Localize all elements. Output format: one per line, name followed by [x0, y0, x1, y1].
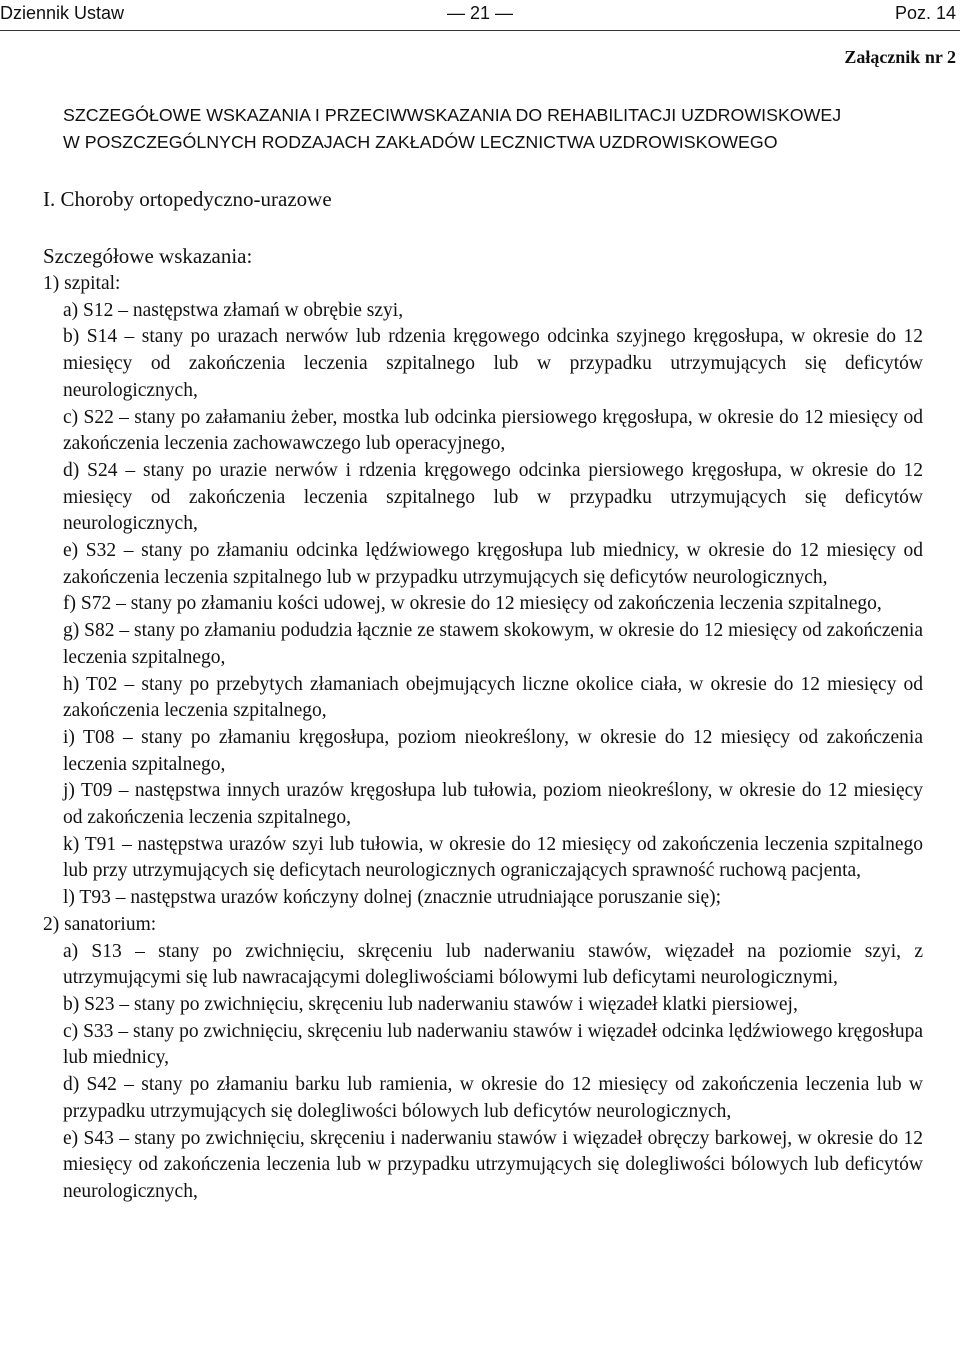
document-body [43, 242, 923, 1206]
list-item: i) T08 – stany po złamaniu kręgosłupa, poziom nieokreślony, w okresie do 12 miesięcy od zakończenia leczenia szpitalnego, [63, 726, 923, 775]
page-number: — 21 — [446, 3, 514, 23]
category-hospital-label: 1) szpital: [43, 273, 121, 294]
section-title: I. Choroby ortopedyczno-urazowe [43, 187, 332, 211]
list-item: c) S22 – stany po załamaniu żeber, mostka lub odcinka piersiowego kręgosłupa, w okresie do 12 miesięcy od zakończenia leczenia zachowawczego lub operacyjnego, [63, 406, 923, 455]
list-item: d) S24 – stany po urazie nerwów i rdzenia kręgowego odcinka piersiowego kręgosłupa, w okresie do 12 miesięcy od zakończenia leczenia szpitalnego lub w przypadku utrzymujących się deficytów neurologicznych, [63, 459, 923, 535]
list-item: h) T02 – stany po przebytych złamaniach obejmujących liczne okolice ciała, w okresie do 12 miesięcy od zakończenia leczenia szpitalnego, [63, 673, 923, 722]
page-header [0, 0, 960, 31]
list-item: b) S23 – stany po zwichnięciu, skręceniu lub naderwaniu stawów i więzadeł klatki piersiowej, [63, 993, 798, 1015]
list-item: l) T93 – następstwa urazów kończyny dolnej (znacznie utrudniające poruszanie się); [63, 887, 722, 909]
list-item: d) S42 – stany po złamaniu barku lub ramienia, w okresie do 12 miesięcy od zakończenia leczenia lub w przypadku utrzymujących się dolegliwości bólowych lub deficytów neurologicznych, [63, 1074, 923, 1122]
list-item: a) S13 – stany po zwichnięciu, skręceniu lub naderwaniu stawów, więzadeł na poziomie szyi, z utrzymującymi się lub nawracającymi dolegliwościami bólowymi lub deficytami neurologicznymi, [63, 940, 923, 989]
category-sanatorium-list [43, 939, 923, 1206]
list-item: f) S72 – stany po złamaniu kości udowej, w okresie do 12 miesięcy od zakończenia leczenia szpitalnego, [63, 593, 882, 615]
position-number: Poz. 14 [894, 3, 956, 23]
list-item: k) T91 – następstwa urazów szyi lub tułowia, w okresie do 12 miesięcy od zakończenia leczenia szpitalnego lub przy utrzymujących się deficytach neurologicznych ograniczających sprawność ruchową pacjenta, [63, 833, 923, 882]
document-title-line-2: W POSZCZEGÓLNYCH RODZAJACH ZAKŁADÓW LECZNICTWA UZDROWISKOWEGO [63, 132, 778, 152]
list-item: a) S12 – następstwa złamań w obrębie szyi, [63, 299, 404, 321]
list-item: e) S43 – stany po zwichnięciu, skręceniu i naderwaniu stawów i więzadeł obręczy barkowej, w okresie do 12 miesięcy od zakończenia leczenia lub w przypadku utrzymujących się dolegliwości bólowych lub deficytów neurologicznych, [63, 1127, 923, 1202]
category-hospital-list [43, 298, 923, 912]
annex-label: Załącznik nr 2 [844, 47, 956, 67]
document-title-line-1: SZCZEGÓŁOWE WSKAZANIA I PRZECIWWSKAZANIA DO REHABILITACJI UZDROWISKOWEJ [63, 105, 842, 125]
list-item: g) S82 – stany po złamaniu podudzia łącznie ze stawem skokowym, w okresie do 12 miesięcy od zakończenia leczenia szpitalnego, [63, 620, 923, 668]
list-item: j) T09 – następstwa innych urazów kręgosłupa lub tułowia, poziom nieokreślony, w okresie do 12 miesięcy od zakończenia leczenia szpitalnego, [63, 780, 923, 829]
detailed-indications-heading: Szczegółowe wskazania: [43, 244, 253, 268]
document-title [63, 102, 943, 156]
list-item: b) S14 – stany po urazach nerwów lub rdzenia kręgowego odcinka szyjnego kręgosłupa, w okresie do 12 miesięcy od zakończenia leczenia szpitalnego lub w przypadku utrzymujących się deficytów neurologicznych, [63, 326, 923, 401]
list-item: c) S33 – stany po zwichnięciu, skręceniu lub naderwaniu stawów i więzadeł odcinka lędźwiowego kręgosłupa lub miednicy, [63, 1020, 923, 1069]
journal-name: Dziennik Ustaw [0, 3, 125, 23]
category-sanatorium-label: 2) sanatorium: [43, 913, 157, 935]
list-item: e) S32 – stany po złamaniu odcinka lędźwiowego kręgosłupa lub miednicy, w okresie do 12 miesięcy od zakończenia leczenia szpitalnego lub w przypadku utrzymujących się deficytów neurologicznych, [63, 540, 923, 588]
